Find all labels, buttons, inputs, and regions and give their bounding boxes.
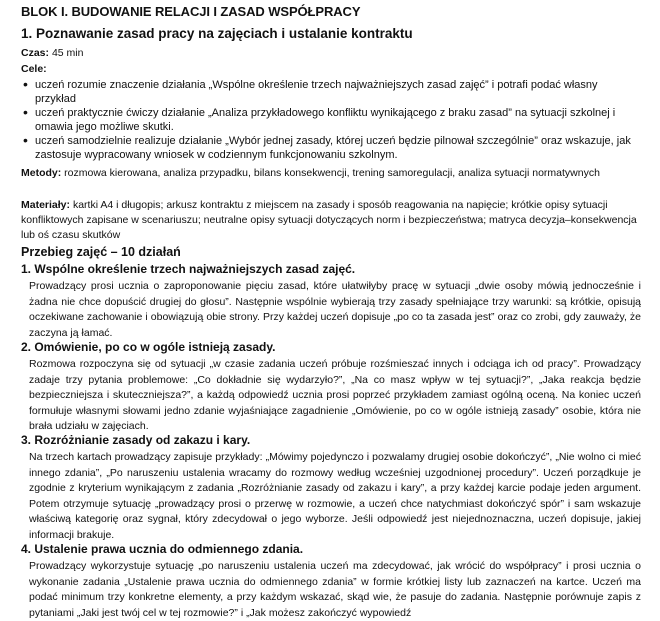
time-value: 45 min (51, 47, 84, 59)
materials-value: kartki A4 i długopis; arkusz kontraktu z miejscem na zasady i sposób reagowania na napięcie; krótkie opisy sytuacji konfliktowych zapisane w scenariuszu; neutralne opisy sytuacji dotyczących norm i bezpieczeństwa; matryca decyzja–konsekwencja lub oś czasu skutków (21, 199, 637, 241)
methods-label: Metody: (21, 167, 62, 179)
step-title: 1. Wspólne określenie trzech najważniejszych zasad zajęć. (21, 262, 356, 276)
methods-value: rozmowa kierowana, analiza przypadku, bilans konsekwencji, trening samoregulacji, analiza sytuacji normatywnych (64, 167, 600, 179)
step-text: Rozmowa rozpoczyna się od sytuacji „w czasie zadania uczeń próbuje rozśmieszać innych i odciąga ich od pracy”. Prowadzący zadaje trzy pytania problemowe: „Co dokładnie się wydarzyło?”, „Na co masz wpływ w tej sytuacji?”, „Jaka reakcja będzie bezpieczniejsza i skuteczniejsza?”, a każdą odpowiedź ucznia prosi poprzeć przykładem zamiast ogólną oceną. Na koniec uczeń formułuje własnymi słowami jedno zdanie wyjaśniające zagadnienie „Omówienie, po co w ogóle istnieją zasady” osobie, która nie brała udziału w zajęciach. (29, 358, 641, 432)
goals-list (21, 78, 641, 162)
time-label: Czas: (21, 47, 50, 59)
step-title: 2. Omówienie, po co w ogóle istnieją zasady. (21, 340, 276, 354)
step-text: Prowadzący wykorzystuje sytuację „po naruszeniu ustalenia uczeń ma zdecydować, jak wrócić do współpracy” i prosi ucznia o wykonanie zadania „Ustalenie prawa ucznia do odmiennego zdania” w formie krótkiej listy lub zaznaczeń na kartce. Uczeń ma podać minimum trzy konkretne elementy, a przy każdym wskazać, skąd wie, że pasuje do zadania. Następnie porównuje zapis z pytaniami „Jaki jest twój cel w tej rozmowie?” i „Jak możesz zakończyć wypowiedź (29, 560, 641, 619)
course-title: Przebieg zajęć – 10 działań (21, 245, 181, 259)
goals-label: Cele: (21, 63, 47, 75)
materials-label: Materiały: (21, 199, 71, 211)
step-text: Na trzech kartach prowadzący zapisuje przykłady: „Mówimy pojedynczo i pozwalamy drugiej osobie dokończyć”, „Nie wolno ci mieć innego zdania”, „Po naruszeniu ustalenia wracamy do rozmowy według wcześniej uzgodnionej procedury”. Uczeń porządkuje je zgodnie z kryterium wynikającym z zadania „Rozróżnianie zasady od zakazu i kary”, a przy każdej karcie podaje jeden argument. Potem otrzymuje sytuację „prowadzący prosi o przerwę w rozmowie, a uczeń chce natychmiast dokończyć spór” i sam wskazuje właściwą kategorię oraz sygnał, który zdecydował o jego wyborze. Jeśli odpowiedź jest niejednoznaczna, uczeń dopisuje, jakiej informacji brakuje. (29, 451, 641, 541)
goal-item: • uczeń samodzielnie realizuje działanie „Wybór jednej zasady, której uczeń będzie pilnował szczególnie” oraz wskazuje, jak zastosuje wypracowany wniosek w codziennym funkcjonowaniu szkolnym. (21, 134, 641, 162)
step-text: Prowadzący prosi ucznia o zaproponowanie pięciu zasad, które ułatwiłyby pracę w sytuacji „dwie osoby mówią jednocześnie i żadna nie chce dopuścić drugiej do głosu”. Następnie wspólnie wybierają trzy zasady spełniające trzy warunki: są krótkie, opisują oczekiwane zachowanie i obowiązują obie strony. Przy każdej uczeń dopisuje „po co ta zasada jest” oraz co zrobi, gdy zauważy, że zaczyna ją łamać. (29, 280, 641, 339)
goal-item: • uczeń praktycznie ćwiczy działanie „Analiza przykładowego konfliktu wynikającego z braku zasad” na sytuacji szkolnej i omawia jego możliwe skutki. (21, 106, 641, 134)
goal-item: • uczeń rozumie znaczenie działania „Wspólne określenie trzech najważniejszych zasad zajęć” i potrafi podać własny przykład (21, 78, 641, 106)
time-line (21, 46, 83, 61)
methods-line (21, 166, 641, 181)
block-title: BLOK I. BUDOWANIE RELACJI I ZASAD WSPÓŁPRACY (21, 4, 361, 19)
step-title: 4. Ustalenie prawa ucznia do odmiennego zdania. (21, 542, 304, 556)
section-title: 1. Poznawanie zasad pracy na zajęciach i ustalanie kontraktu (21, 26, 413, 41)
materials-line (21, 198, 641, 243)
step-title: 3. Rozróżnianie zasady od zakazu i kary. (21, 433, 251, 447)
